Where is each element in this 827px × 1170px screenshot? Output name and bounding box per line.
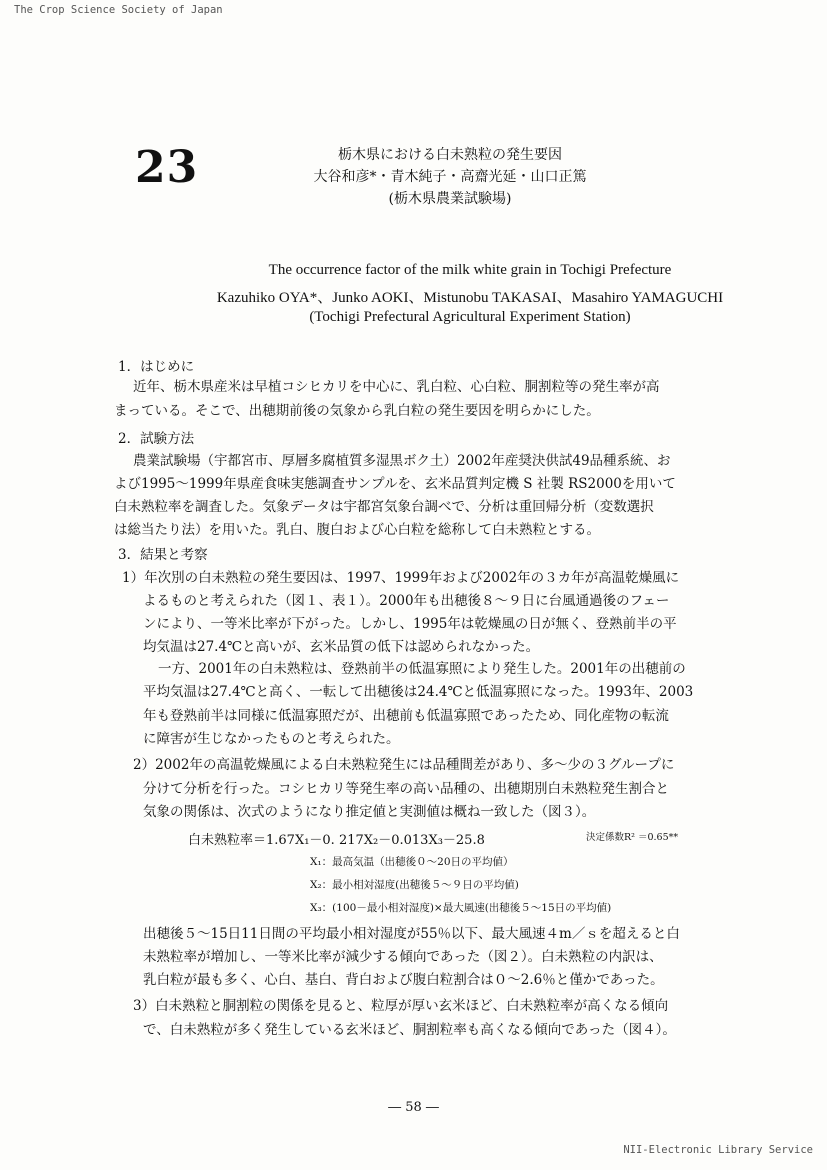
title-ja: 栃木県における白未熟粒の発生要因 [338, 147, 562, 163]
body-line: 未熟粒率が増加し、一等米比率が減少する傾向であった（図２）。白未熟粒の内訳は、 [143, 949, 663, 965]
body-line: 一方、2001年の白未熟粒は、登熟前半の低温寡照により発生した。2001年の出穂前の [158, 661, 686, 677]
body-line: よるものと考えられた（図１、表１）。2000年も出穂後８～９日に台風通過後のフェー [143, 593, 670, 609]
body-line: 白未熟粒率を調査した。気象データは宇都宮気象台調べで、分析は重回帰分析（変数選択 [114, 499, 654, 515]
body-line: 年も登熟前半は同様に低温寡照だが、出穂前も低温寡照であったため、同化産物の転流 [143, 708, 669, 724]
page-number: ― 58 ― [388, 1100, 439, 1115]
body-line: で、白未熟粒が多く発生している玄米ほど、胴割粒率も高くなる傾向であった（図４）。 [143, 1022, 676, 1038]
body-line: 近年、栃木県産米は早植コシヒカリを中心に、乳白粒、心白粒、胴割粒等の発生率が高 [133, 379, 660, 395]
body-line: は総当たり法）を用いた。乳白、腹白および心白粒を総称して白未熟粒とする。 [114, 522, 600, 538]
variable-x1: X₁：最高気温（出穂後０～20日の平均値） [310, 856, 514, 868]
section-2-heading: 2．試験方法 [118, 431, 195, 447]
body-line: よび1995～1999年県産食味実態調査サンプルを、玄米品質判定機 S 社製 RS2000を用いて [114, 476, 676, 492]
body-line: 農業試験場（宇都宮市、厚層多腐植質多湿黒ボク土）2002年産奨決供試49品種系統、お [133, 453, 671, 469]
regression-equation: 白未熟粒率＝1.67X₁－0. 217X₂－0.013X₃－25.8 [188, 833, 485, 848]
authors-en: Kazuhiko OYA*、Junko AOKI、Mistunobu TAKASAI、Masahiro YAMAGUCHI [216, 290, 724, 306]
body-line: 出穂後５～15日11日間の平均最小相対湿度が55％以下、最大風速４m／ｓを超えると白 [143, 926, 680, 942]
affiliation-ja: (栃木県農業試験場) [388, 191, 512, 207]
body-line: 3）白未熟粒と胴割粒の関係を見ると、粒厚が厚い玄米ほど、白未熟粒率が高くなる傾向 [133, 998, 669, 1014]
coefficient-of-determination: 決定係数R² ＝0.65** [586, 832, 679, 843]
paper-number: 23 [135, 142, 199, 193]
society-header: The Crop Science Society of Japan [14, 4, 223, 16]
section-1-heading: 1．はじめに [118, 359, 195, 375]
variable-x3: X₃：(100－最小相対湿度)×最大風速(出穂後５～15日の平均値) [310, 902, 612, 914]
variable-x2: X₂：最小相対湿度(出穂後５～９日の平均値) [310, 879, 519, 891]
library-footer: NII-Electronic Library Service [623, 1144, 813, 1156]
body-line: 2）2002年の高温乾燥風による白未熟粒発生には品種間差があり、多～少の３グループに [133, 757, 675, 773]
body-line: ンにより、一等米比率が下がった。しかし、1995年は乾燥風の日が無く、登熟前半の平 [143, 616, 677, 632]
body-line: 気象の関係は、次式のようになり推定値と実測値は概ね一致した（図３）。 [143, 804, 596, 820]
body-line: 均気温は27.4℃と高いが、玄米品質の低下は認められなかった。 [143, 639, 540, 655]
body-line: 1）年次別の白未熟粒の発生要因は、1997、1999年および2002年の３カ年が高温乾燥風に [122, 570, 680, 586]
body-line: 平均気温は27.4℃と高く、一転して出穂後は24.4℃と低温寡照になった。1993年、2003 [143, 684, 694, 700]
authors-ja: 大谷和彦*・青木純子・高齋光延・山口正篤 [313, 169, 587, 185]
section-3-heading: 3．結果と考察 [118, 547, 208, 563]
title-en: The occurrence factor of the milk white grain in Tochigi Prefecture [268, 262, 672, 278]
body-line: 分けて分析を行った。コシヒカリ等発生率の高い品種の、出穂期別白未熟粒発生割合と [143, 781, 669, 797]
body-line: に障害が生じなかったものと考えられた。 [143, 731, 400, 747]
body-line: 乳白粒が最も多く、心白、基白、背白および腹白粒割合は０～2.6％と僅かであった。 [143, 972, 664, 988]
affiliation-en: (Tochigi Prefectural Agricultural Experiment Station) [309, 309, 631, 325]
body-line: まっている。そこで、出穂期前後の気象から乳白粒の発生要因を明らかにした。 [114, 403, 600, 419]
